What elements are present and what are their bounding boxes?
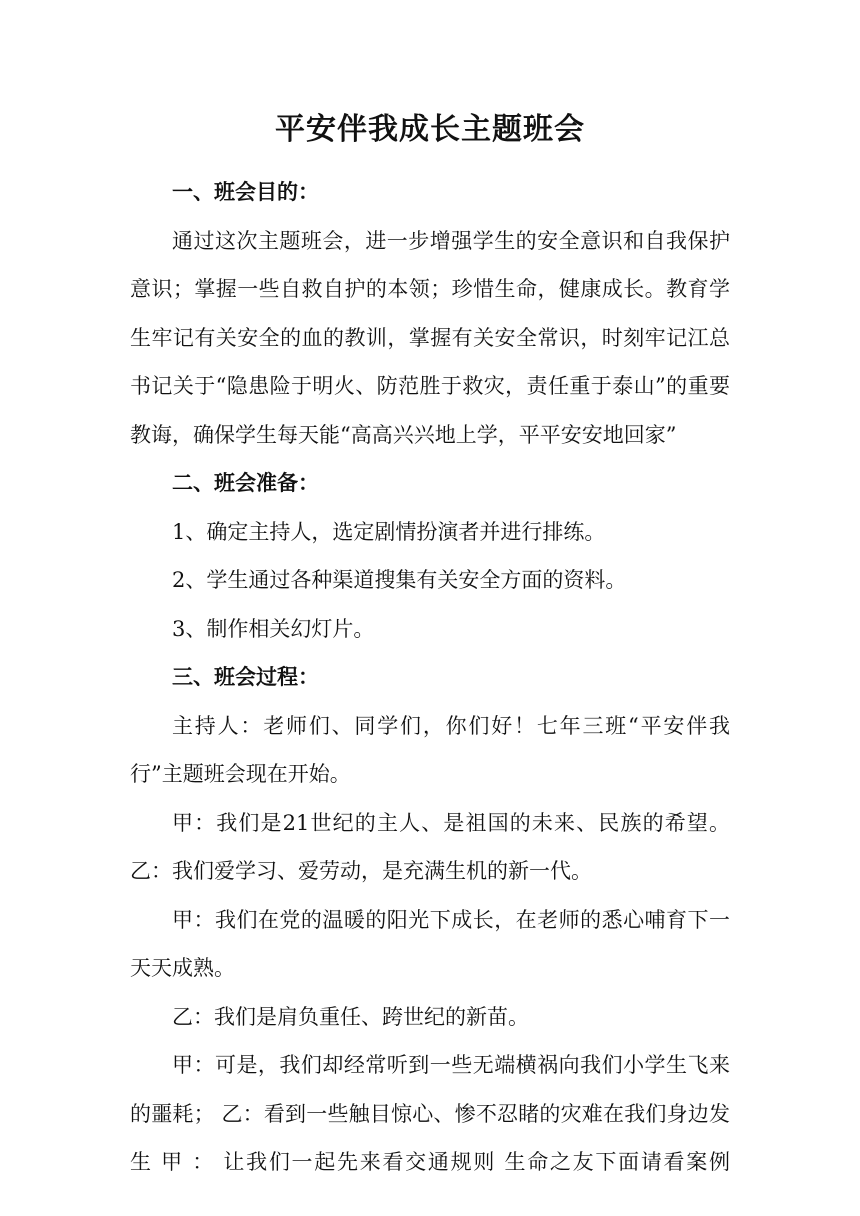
paragraph-dialogue-4: 甲：可是，我们却经常听到一些无端横祸向我们小学生飞来的噩耗； 乙：看到一些触目惊心、惨不忍睹的灾难在我们身边发生 甲 ： 让我们一起先来看交通规则 生命之友下面请看案例	[130, 1053, 730, 1174]
paragraph-purpose: 通过这次主题班会，进一步增强学生的安全意识和自我保护意识；掌握一些自救自护的本领；珍惜生命，健康成长。教育学生牢记有关安全的血的教训，掌握有关安全常识，时刻牢记江总书记关于“隐患险于明火、防范胜于救灾，责任重于泰山”的重要教诲，确保学生每天能“高高兴兴地上学，平平安安地回家”	[130, 228, 730, 447]
paragraph-host-opening: 主持人：老师们、同学们，你们好！七年三班“平安伴我行”主题班会现在开始。	[130, 713, 730, 786]
paragraph-prep-2: 2、学生通过各种渠道搜集有关安全方面的资料。	[172, 568, 627, 592]
paragraph-prep-1: 1、确定主持人，选定剧情扮演者并进行排练。	[172, 519, 606, 544]
paragraph-dialogue-1: 甲：我们是21世纪的主人、是祖国的未来、民族的希望。乙：我们爱学习、爱劳动，是充满生机的新一代。	[130, 810, 730, 883]
section-heading-preparation: 二、班会准备：	[172, 470, 319, 495]
section-heading-purpose: 一、班会目的：	[172, 179, 319, 204]
document-title: 平安伴我成长主题班会	[275, 112, 585, 147]
paragraph-prep-3: 3、制作相关幻灯片。	[172, 616, 375, 641]
document-body	[130, 168, 730, 1187]
paragraph-dialogue-3: 乙：我们是肩负重任、跨世纪的新苗。	[172, 1004, 529, 1029]
section-heading-process: 三、班会过程：	[172, 664, 319, 689]
paragraph-dialogue-2: 甲：我们在党的温暖的阳光下成长，在老师的悉心哺育下一天天成熟。	[130, 907, 730, 980]
